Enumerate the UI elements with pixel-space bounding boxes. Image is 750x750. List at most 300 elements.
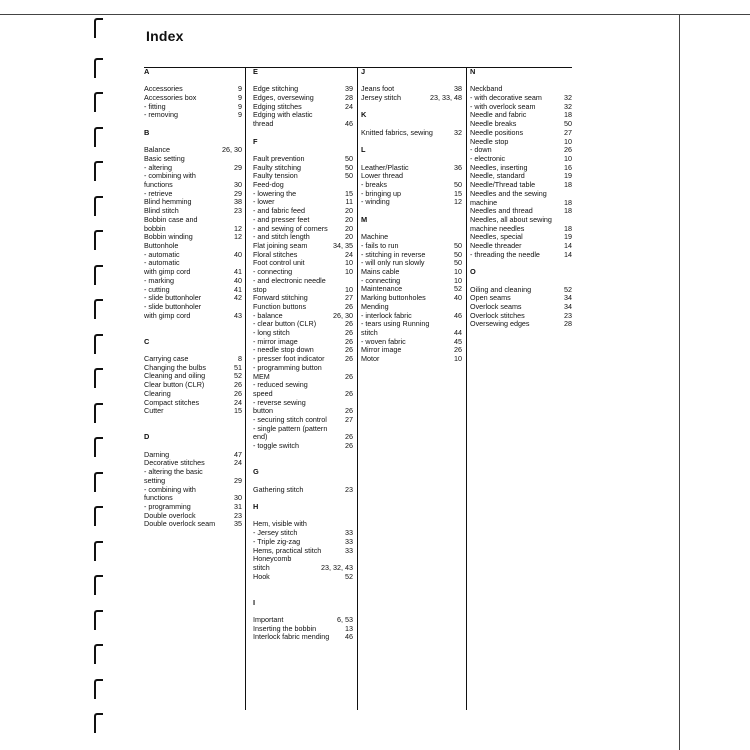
entry-text: - toggle switch bbox=[253, 441, 299, 451]
entry-text: Gathering stitch bbox=[253, 484, 304, 494]
entry-text: thread bbox=[253, 119, 274, 129]
entry-page-number: 46 bbox=[345, 632, 353, 642]
entry-text: Needles, special bbox=[470, 232, 523, 242]
entry-page-number: 44 bbox=[454, 327, 462, 337]
entry-page-number: 38 bbox=[454, 84, 462, 94]
section-spacer bbox=[361, 138, 462, 147]
section-letter: I bbox=[253, 597, 256, 607]
entry-text: Marking buttonholes bbox=[361, 293, 426, 303]
entry-text: Clear button (CLR) bbox=[144, 380, 205, 390]
index-column-4 bbox=[470, 68, 572, 329]
entry-page-number: 32 bbox=[564, 101, 572, 111]
entry-text: Needle stop bbox=[470, 136, 509, 146]
entry-page-number: 50 bbox=[345, 162, 353, 172]
entry-text: Mirror image bbox=[361, 345, 402, 355]
entry-page-number: 34 bbox=[564, 301, 572, 311]
index-entry bbox=[361, 129, 462, 138]
entry-page-number: 11 bbox=[345, 197, 353, 207]
entry-text: Open seams bbox=[470, 293, 511, 303]
entry-text: Buttonhole bbox=[144, 240, 179, 250]
entry-text: Overlock stitches bbox=[470, 310, 525, 320]
entry-page-number: 27 bbox=[564, 127, 572, 137]
section-spacer bbox=[144, 120, 242, 129]
entry-page-number: 36 bbox=[454, 162, 462, 172]
binder-hook-icon bbox=[94, 127, 103, 147]
entry-page-number: 18 bbox=[564, 180, 572, 190]
entry-page-number: 23, 33, 48 bbox=[430, 93, 462, 103]
entry-text: Needles and the sewing bbox=[470, 188, 547, 198]
entry-page-number: 26 bbox=[345, 336, 353, 346]
entry-page-number: 20 bbox=[345, 214, 353, 224]
entry-text: Oiling and cleaning bbox=[470, 284, 532, 294]
entry-page-number: 9 bbox=[238, 84, 242, 94]
entry-text: Feed-dog bbox=[253, 180, 284, 190]
index-entry bbox=[253, 120, 353, 129]
entry-text: Mending bbox=[361, 301, 389, 311]
binder-hook-icon bbox=[94, 506, 103, 526]
binder-hook-icon bbox=[94, 334, 103, 354]
entry-page-number: 26 bbox=[345, 441, 353, 451]
entry-text: - with overlock seam bbox=[470, 101, 536, 111]
entry-text: Floral stitches bbox=[253, 249, 298, 259]
section-letter: E bbox=[253, 67, 258, 76]
entry-text: - interlock fabric bbox=[361, 310, 412, 320]
entry-text: Machine bbox=[361, 232, 389, 242]
entry-text: - and presser feet bbox=[253, 214, 310, 224]
entry-page-number: 8 bbox=[238, 354, 242, 364]
entry-page-number: 31 bbox=[234, 501, 242, 511]
entry-text: - will only run slowly bbox=[361, 258, 425, 268]
entry-page-number: 13 bbox=[345, 623, 353, 633]
entry-text: Edging with elastic bbox=[253, 110, 313, 120]
entry-page-number: 26, 30 bbox=[333, 310, 353, 320]
entry-text: - balance bbox=[253, 310, 283, 320]
entry-page-number: 12 bbox=[454, 197, 462, 207]
entry-text: - mirror image bbox=[253, 336, 298, 346]
entry-text: - and stitch length bbox=[253, 232, 310, 242]
entry-text: Neckband bbox=[470, 84, 503, 94]
index-entry bbox=[361, 94, 462, 103]
binder-hook-icon bbox=[94, 403, 103, 423]
entry-text: Double overlock bbox=[144, 510, 196, 520]
entry-page-number: 46 bbox=[454, 310, 462, 320]
entry-text: - lower bbox=[253, 197, 275, 207]
entry-page-number: 32 bbox=[454, 127, 462, 137]
entry-text: Bobbin case and bbox=[144, 214, 198, 224]
section-letter: B bbox=[144, 127, 150, 137]
entry-text: Important bbox=[253, 615, 284, 625]
entry-page-number: 20 bbox=[345, 223, 353, 233]
entry-text: - breaks bbox=[361, 180, 387, 190]
section-spacer bbox=[470, 259, 572, 268]
entry-text: Blind stitch bbox=[144, 206, 179, 216]
index-column-2 bbox=[253, 68, 353, 642]
entry-text: stitch bbox=[361, 327, 378, 337]
entry-page-number: 28 bbox=[345, 93, 353, 103]
entry-page-number: 9 bbox=[238, 101, 242, 111]
entry-text: - securing stitch control bbox=[253, 415, 327, 425]
binder-hook-icon bbox=[94, 196, 103, 216]
index-column-1 bbox=[144, 68, 242, 529]
entry-text: - single pattern (pattern bbox=[253, 423, 328, 433]
index-entry bbox=[253, 277, 353, 286]
entry-text: Hem, visible with bbox=[253, 519, 307, 529]
entry-page-number: 18 bbox=[564, 223, 572, 233]
entry-page-number: 52 bbox=[234, 371, 242, 381]
entry-text: - threading the needle bbox=[470, 249, 540, 259]
binder-hook-icon bbox=[94, 161, 103, 181]
entry-page-number: 34 bbox=[564, 293, 572, 303]
entry-page-number: 26 bbox=[345, 406, 353, 416]
entry-page-number: 29 bbox=[234, 475, 242, 485]
entry-text: Clearing bbox=[144, 388, 171, 398]
entry-page-number: 9 bbox=[238, 93, 242, 103]
entry-page-number: 38 bbox=[234, 197, 242, 207]
entry-page-number: 50 bbox=[454, 240, 462, 250]
entry-text: Needles, inserting bbox=[470, 162, 528, 172]
entry-text: Motor bbox=[361, 354, 380, 364]
entry-text: Compact stitches bbox=[144, 397, 200, 407]
entry-text: - tears using Running bbox=[361, 319, 430, 329]
entry-page-number: 18 bbox=[564, 206, 572, 216]
entry-page-number: 47 bbox=[234, 449, 242, 459]
entry-page-number: 50 bbox=[454, 180, 462, 190]
entry-page-number: 39 bbox=[345, 84, 353, 94]
entry-text: Maintenance bbox=[361, 284, 403, 294]
entry-text: - winding bbox=[361, 197, 390, 207]
entry-text: setting bbox=[144, 475, 166, 485]
column-divider-1 bbox=[245, 68, 246, 710]
entry-page-number: 40 bbox=[234, 275, 242, 285]
entry-page-number: 15 bbox=[454, 188, 462, 198]
entry-page-number: 26 bbox=[345, 432, 353, 442]
entry-text: Needle and fabric bbox=[470, 110, 527, 120]
entry-text: Mains cable bbox=[361, 267, 400, 276]
entry-page-number: 50 bbox=[564, 119, 572, 129]
column-divider-3 bbox=[466, 68, 467, 710]
entry-page-number: 6, 53 bbox=[337, 615, 353, 625]
entry-page-number: 30 bbox=[234, 180, 242, 190]
entry-page-number: 52 bbox=[564, 284, 572, 294]
entry-text: speed bbox=[253, 388, 273, 398]
entry-text: Accessories bbox=[144, 84, 183, 94]
entry-page-number: 26, 30 bbox=[222, 145, 242, 155]
binder-hook-icon bbox=[94, 92, 103, 112]
entry-page-number: 10 bbox=[454, 275, 462, 285]
binder-hook-icon bbox=[94, 644, 103, 664]
entry-page-number: 15 bbox=[345, 188, 353, 198]
section-spacer bbox=[253, 494, 353, 503]
entry-page-number: 10 bbox=[345, 258, 353, 268]
entry-text: Carrying case bbox=[144, 354, 189, 364]
index-entry bbox=[144, 312, 242, 321]
entry-page-number: 34, 35 bbox=[333, 240, 353, 250]
entry-page-number: 30 bbox=[234, 493, 242, 503]
index-entry bbox=[470, 251, 572, 260]
entry-page-number: 52 bbox=[345, 571, 353, 581]
entry-page-number: 19 bbox=[564, 171, 572, 181]
section-letter: G bbox=[253, 467, 259, 477]
entry-text: stitch bbox=[253, 562, 270, 572]
section-letter: H bbox=[253, 502, 259, 512]
entry-page-number: 40 bbox=[234, 249, 242, 259]
entry-text: - retrieve bbox=[144, 188, 173, 198]
entry-text: Double overlock seam bbox=[144, 519, 216, 529]
entry-text: MEM bbox=[253, 371, 270, 381]
entry-text: - fitting bbox=[144, 101, 166, 111]
entry-page-number: 23, 32, 43 bbox=[321, 562, 353, 572]
entry-text: Edging stitches bbox=[253, 101, 302, 111]
entry-page-number: 9 bbox=[238, 110, 242, 120]
entry-page-number: 12 bbox=[234, 223, 242, 233]
entry-text: - woven fabric bbox=[361, 336, 406, 346]
entry-page-number: 26 bbox=[234, 380, 242, 390]
entry-text: - slide buttonholer bbox=[144, 293, 202, 303]
section-spacer bbox=[144, 416, 242, 433]
entry-text: - and fabric feed bbox=[253, 206, 305, 216]
entry-text: - programming button bbox=[253, 362, 322, 372]
entry-text: - stitching in reverse bbox=[361, 249, 426, 259]
entry-page-number: 19 bbox=[564, 232, 572, 242]
entry-page-number: 27 bbox=[345, 293, 353, 303]
binder-hook-icon bbox=[94, 18, 103, 38]
entry-text: Blind hemming bbox=[144, 197, 192, 207]
section-letter: L bbox=[361, 145, 366, 155]
entry-text: Jersey stitch bbox=[361, 93, 401, 103]
entry-text: Cutter bbox=[144, 406, 164, 416]
section-letter: J bbox=[361, 67, 366, 76]
column-divider-2 bbox=[357, 68, 358, 710]
entry-page-number: 45 bbox=[454, 336, 462, 346]
entry-page-number: 23 bbox=[234, 510, 242, 520]
entry-page-number: 50 bbox=[454, 258, 462, 268]
entry-page-number: 46 bbox=[345, 119, 353, 129]
entry-page-number: 26 bbox=[234, 388, 242, 398]
section-letter: C bbox=[144, 336, 150, 346]
entry-text: Function buttons bbox=[253, 301, 307, 311]
entry-page-number: 27 bbox=[345, 415, 353, 425]
entry-text: with gimp cord bbox=[144, 310, 191, 320]
entry-page-number: 41 bbox=[234, 284, 242, 294]
entry-text: - removing bbox=[144, 110, 178, 120]
entry-text: Fault prevention bbox=[253, 153, 305, 163]
entry-page-number: 26 bbox=[564, 145, 572, 155]
index-entry bbox=[144, 407, 242, 416]
entry-text: - long stitch bbox=[253, 328, 290, 338]
entry-page-number: 52 bbox=[454, 284, 462, 294]
entry-text: Forward stitching bbox=[253, 293, 308, 303]
entry-text: with gimp cord bbox=[144, 267, 191, 277]
entry-text: end) bbox=[253, 432, 268, 442]
section-letter: D bbox=[144, 432, 150, 442]
entry-text: Interlock fabric mending bbox=[253, 632, 330, 642]
binder-hook-icon bbox=[94, 610, 103, 630]
entry-page-number: 20 bbox=[345, 206, 353, 216]
entry-text: - and sewing of corners bbox=[253, 223, 328, 233]
entry-text: functions bbox=[144, 180, 173, 190]
binder-hook-icon bbox=[94, 437, 103, 457]
entry-text: Lower thread bbox=[361, 171, 403, 181]
entry-text: stop bbox=[253, 284, 267, 294]
entry-page-number: 29 bbox=[234, 162, 242, 172]
entry-text: - automatic bbox=[144, 258, 180, 268]
entry-text: Edges, oversewing bbox=[253, 93, 314, 103]
entry-text: Needle breaks bbox=[470, 119, 517, 129]
entry-page-number: 26 bbox=[345, 319, 353, 329]
entry-page-number: 23 bbox=[345, 484, 353, 494]
section-spacer bbox=[253, 129, 353, 138]
entry-text: - clear button (CLR) bbox=[253, 319, 317, 329]
entry-text: - with decorative seam bbox=[470, 93, 542, 103]
entry-text: - down bbox=[470, 145, 492, 155]
entry-page-number: 10 bbox=[345, 267, 353, 277]
entry-text: Hems, practical stitch bbox=[253, 545, 322, 555]
entry-page-number: 29 bbox=[234, 188, 242, 198]
binder-hook-icon bbox=[94, 541, 103, 561]
entry-page-number: 10 bbox=[564, 136, 572, 146]
entry-text: Faulty tension bbox=[253, 171, 298, 181]
entry-text: Edge stitching bbox=[253, 84, 299, 94]
entry-page-number: 14 bbox=[564, 241, 572, 251]
entry-page-number: 24 bbox=[234, 397, 242, 407]
index-entry bbox=[253, 425, 353, 434]
entry-text: - fails to run bbox=[361, 240, 399, 250]
index-entry bbox=[361, 198, 462, 207]
entry-page-number: 23 bbox=[564, 310, 572, 320]
entry-text: machine needles bbox=[470, 223, 525, 233]
entry-page-number: 35 bbox=[234, 519, 242, 529]
section-letter: N bbox=[470, 67, 476, 76]
entry-page-number: 10 bbox=[454, 267, 462, 276]
entry-text: Inserting the bobbin bbox=[253, 623, 317, 633]
entry-text: - reduced sewing bbox=[253, 380, 308, 390]
entry-text: Needle threader bbox=[470, 241, 522, 251]
entry-page-number: 26 bbox=[345, 301, 353, 311]
section-spacer bbox=[253, 581, 353, 598]
entry-text: Decorative stitches bbox=[144, 458, 205, 468]
index-entry bbox=[253, 442, 353, 451]
entry-text: - electronic bbox=[470, 154, 506, 163]
entry-page-number: 15 bbox=[234, 406, 242, 416]
entry-text: Changing the bulbs bbox=[144, 362, 206, 372]
entry-page-number: 14 bbox=[564, 249, 572, 259]
entry-page-number: 51 bbox=[234, 362, 242, 372]
index-entry bbox=[253, 573, 353, 582]
index-column-3 bbox=[361, 68, 462, 364]
entry-text: Needle/Thread table bbox=[470, 180, 536, 190]
entry-text: Foot control unit bbox=[253, 258, 305, 268]
section-letter: K bbox=[361, 110, 367, 120]
entry-text: - needle stop down bbox=[253, 345, 314, 355]
section-letter: A bbox=[144, 67, 150, 76]
entry-page-number: 33 bbox=[345, 528, 353, 538]
entry-text: Balance bbox=[144, 145, 170, 155]
entry-page-number: 43 bbox=[234, 310, 242, 320]
entry-page-number: 50 bbox=[345, 171, 353, 181]
binder-hook-icon bbox=[94, 472, 103, 492]
entry-page-number: 18 bbox=[564, 197, 572, 207]
entry-page-number: 12 bbox=[234, 232, 242, 242]
entry-page-number: 32 bbox=[564, 93, 572, 103]
entry-page-number: 26 bbox=[345, 354, 353, 364]
entry-text: - automatic bbox=[144, 249, 180, 259]
binder-hook-icon bbox=[94, 679, 103, 699]
section-letter: O bbox=[470, 267, 476, 277]
entry-text: Needle positions bbox=[470, 127, 524, 137]
entry-text: Honeycomb bbox=[253, 554, 292, 564]
entry-text: - connecting bbox=[253, 267, 293, 277]
binder-hook-icon bbox=[94, 575, 103, 595]
entry-page-number: 41 bbox=[234, 267, 242, 277]
entry-page-number: 33 bbox=[345, 536, 353, 546]
entry-page-number: 18 bbox=[564, 110, 572, 120]
index-entry bbox=[253, 486, 353, 495]
entry-page-number: 33 bbox=[345, 545, 353, 555]
entry-text: Darning bbox=[144, 449, 170, 459]
binder-hook-icon bbox=[94, 265, 103, 285]
entry-text: Jeans foot bbox=[361, 84, 395, 94]
index-entry bbox=[144, 520, 242, 529]
entry-page-number: 26 bbox=[454, 345, 462, 355]
section-spacer bbox=[144, 320, 242, 337]
entry-text: - cutting bbox=[144, 284, 170, 294]
entry-text: - combining with bbox=[144, 171, 196, 181]
page-top-border bbox=[0, 14, 750, 15]
entry-text: Needle, standard bbox=[470, 171, 525, 181]
section-spacer bbox=[253, 451, 353, 468]
index-entry bbox=[253, 633, 353, 642]
entry-text: Faulty stitching bbox=[253, 162, 301, 172]
entry-page-number: 10 bbox=[345, 284, 353, 294]
entry-text: - programming bbox=[144, 501, 191, 511]
entry-text: Needles and thread bbox=[470, 206, 533, 216]
entry-page-number: 16 bbox=[564, 162, 572, 172]
entry-text: Needles, all about sewing bbox=[470, 214, 552, 224]
binder-hook-icon bbox=[94, 58, 103, 78]
section-spacer bbox=[361, 207, 462, 216]
entry-text: - combining with bbox=[144, 484, 196, 494]
entry-text: functions bbox=[144, 493, 173, 503]
page-title: Index bbox=[146, 28, 184, 44]
index-entry bbox=[144, 111, 242, 120]
entry-page-number: 10 bbox=[564, 154, 572, 163]
entry-page-number: 50 bbox=[345, 153, 353, 163]
entry-text: - Jersey stitch bbox=[253, 528, 298, 538]
binder-hook-icon bbox=[94, 299, 103, 319]
entry-text: Oversewing edges bbox=[470, 319, 530, 329]
binder-hook-icon bbox=[94, 368, 103, 388]
entry-page-number: 24 bbox=[345, 101, 353, 111]
entry-text: Knitted fabrics, sewing bbox=[361, 127, 433, 137]
entry-text: machine bbox=[470, 197, 498, 207]
entry-text: - and electronic needle bbox=[253, 275, 326, 285]
entry-text: Cleaning and oiling bbox=[144, 371, 206, 381]
entry-text: - presser foot indicator bbox=[253, 354, 325, 364]
entry-text: - marking bbox=[144, 275, 174, 285]
entry-page-number: 20 bbox=[345, 232, 353, 242]
entry-page-number: 10 bbox=[454, 354, 462, 364]
entry-text: button bbox=[253, 406, 273, 416]
entry-text: bobbin bbox=[144, 223, 166, 233]
index-entry bbox=[470, 320, 572, 329]
entry-text: - slide buttonholer bbox=[144, 301, 202, 311]
entry-text: - altering bbox=[144, 162, 172, 172]
entry-page-number: 24 bbox=[345, 249, 353, 259]
entry-text: - altering the basic bbox=[144, 467, 203, 477]
entry-page-number: 26 bbox=[345, 388, 353, 398]
entry-text: Accessories box bbox=[144, 93, 197, 103]
entry-text: - Triple zig-zag bbox=[253, 536, 301, 546]
